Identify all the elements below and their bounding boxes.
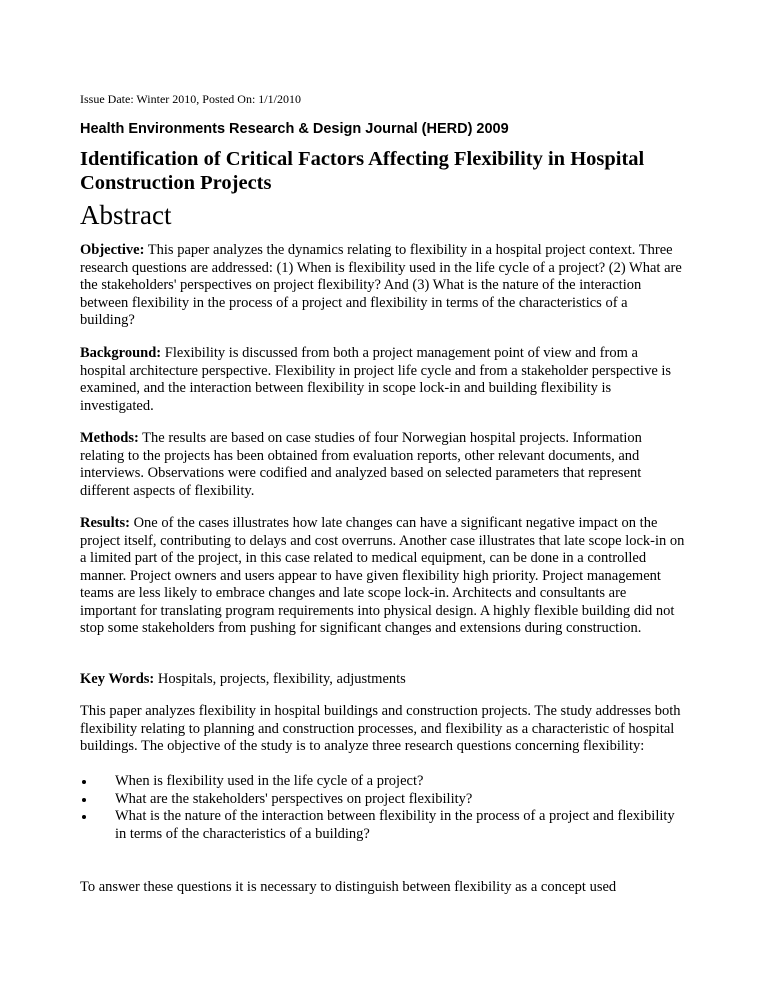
objective-text: This paper analyzes the dynamics relating to flexibility in a hospital project context. Three research questions are addressed: (1) When is flexibility used in the life cycle of a project? (2) What are the stakeholders' perspectives on project flexibility? And (3) What is the nature of the interaction between flexibility in the process of a project and flexibility in terms of the characteristics of a building? [80,242,682,328]
results-paragraph [80,515,685,638]
methods-label: Methods: [80,430,139,446]
results-text: One of the cases illustrates how late changes can have a significant negative impact on the project itself, contributing to delays and cost overruns. Another case illustrates that late scope lock-in on a limited part of the project, in this case related to medical equipment, can be done in a controlled manner. Project owners and users appear to have given flexibility high priority. Project management teams are less likely to embrace changes and late scope lock-in. Architects and consultants are important for translating program requirements into physical design. A highly flexible building did not stop some stakeholders from pushing for significant changes and extensions during construction. [80,515,685,636]
list-item [80,773,685,791]
keywords-text: Hospitals, projects, flexibility, adjustments [154,671,406,687]
background-label: Background: [80,345,162,361]
bullet-icon [82,780,86,784]
research-questions-list [80,773,685,843]
objective-paragraph [80,242,685,330]
answer-paragraph: To answer these questions it is necessary to distinguish between flexibility as a concept used [80,879,617,895]
objective-label: Objective: [80,242,145,258]
bullet-icon [82,798,86,802]
abstract-heading: Abstract [80,200,172,230]
background-paragraph [80,345,685,415]
list-item-text: When is flexibility used in the life cycle of a project? [115,773,424,789]
list-item [80,808,685,843]
intro-paragraph: This paper analyzes flexibility in hospital buildings and construction projects. The study addresses both flexibility relating to planning and construction processes, and flexibility as a characteristic of hospital buildings. The objective of the study is to analyze three research questions concerning flexibility: [80,703,681,754]
bullet-icon [82,815,86,819]
journal-name: Health Environments Research & Design Journal (HERD) 2009 [80,121,509,137]
results-label: Results: [80,515,130,531]
keywords-label: Key Words: [80,671,155,687]
background-text: Flexibility is discussed from both a project management point of view and from a hospital architecture perspective. Flexibility in project life cycle and from a stakeholder perspective is examined, and the interaction between flexibility in scope lock-in and building flexibility is investigated. [80,345,672,414]
issue-date-line: Issue Date: Winter 2010, Posted On: 1/1/2010 [80,92,301,106]
article-title: Identification of Critical Factors Affecting Flexibility in Hospital Construction Projects [80,148,645,194]
methods-paragraph [80,430,685,500]
list-item-text: What are the stakeholders' perspectives on project flexibility? [115,790,473,807]
list-item-text: What is the nature of the interaction between flexibility in the process of a project and flexibility in terms of the characteristics of a building? [115,808,675,842]
list-item [80,791,685,809]
methods-text: The results are based on case studies of four Norwegian hospital projects. Information relating to the projects has been obtained from evaluation reports, other relevant documents, and interviews. Observations were codified and analyzed based on selected parameters that represent different aspects of flexibility. [80,430,642,499]
keywords-paragraph [80,671,685,689]
